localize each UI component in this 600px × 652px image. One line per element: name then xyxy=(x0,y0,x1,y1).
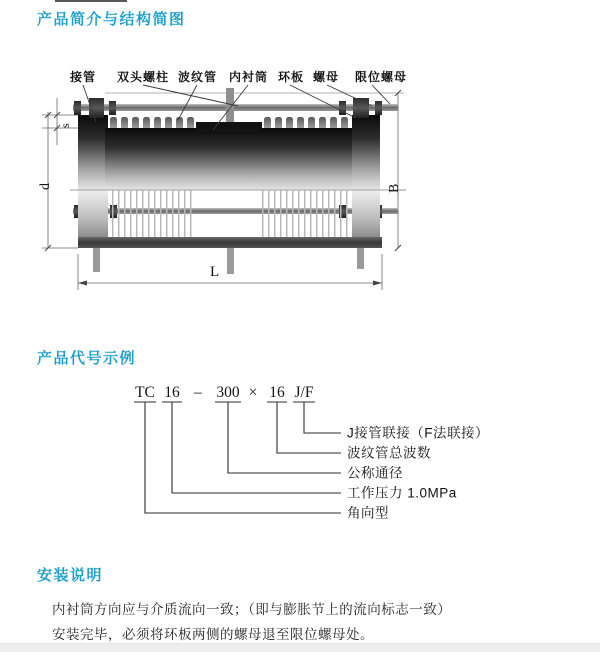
code-separator-dash: – xyxy=(194,384,202,401)
dim-s: s xyxy=(58,123,72,128)
structure-diagram xyxy=(0,60,600,305)
code-part-pressure: 16 xyxy=(164,384,180,401)
code-part-waves: 16 xyxy=(269,384,285,401)
code-part-connection: J/F xyxy=(294,384,314,401)
part-label-liner: 内衬筒 xyxy=(229,70,269,84)
part-label-ring-plate: 环板 xyxy=(278,70,305,84)
code-connector-lines xyxy=(134,402,341,513)
code-legend-connection: J接管联接（F法联接） xyxy=(347,425,489,441)
ring-plate-right xyxy=(352,115,380,190)
code-legend-pressure: 工作压力 1.0MPa xyxy=(347,485,457,501)
code-legend-diameter: 公称通径 xyxy=(347,465,403,481)
pipe-end-left xyxy=(78,115,108,190)
install-note-line-2: 安装完毕，必须将环板两侧的螺母退至限位螺母处。 xyxy=(52,627,374,642)
inner-sleeve-section xyxy=(196,122,262,134)
code-legend-waves: 波纹管总波数 xyxy=(347,445,431,461)
part-label-stud: 双头螺柱 xyxy=(117,70,170,84)
section-title-install: 安装说明 xyxy=(37,567,104,584)
dim-d: d xyxy=(38,183,53,190)
part-label-pipe-end: 接管 xyxy=(70,70,97,84)
page-edge-artifact xyxy=(55,0,127,2)
code-legend-type: 角向型 xyxy=(347,505,389,521)
bellows-body xyxy=(105,128,355,190)
expansion-joint-upper-half xyxy=(78,115,380,190)
part-label-limit-nut: 限位螺母 xyxy=(355,70,408,84)
page-footer-strip xyxy=(0,643,600,652)
bottom-bar xyxy=(78,237,382,248)
section-title-structure: 产品简介与结构简图 xyxy=(37,11,186,28)
code-separator-times: × xyxy=(248,384,258,401)
install-note-line-1: 内衬筒方向应与介质流向一致；（即与膨胀节上的流向标志一致） xyxy=(52,602,452,617)
code-part-type: TC xyxy=(135,384,155,401)
dim-l: L xyxy=(210,264,220,280)
section-title-code: 产品代号示例 xyxy=(37,350,137,367)
product-code-diagram xyxy=(0,370,600,535)
part-label-bellows: 波纹管 xyxy=(178,70,218,84)
dim-b: B xyxy=(387,183,402,193)
part-label-nut: 螺母 xyxy=(313,70,340,84)
expansion-joint-lower-half xyxy=(78,190,382,274)
code-part-diameter: 300 xyxy=(216,384,240,401)
